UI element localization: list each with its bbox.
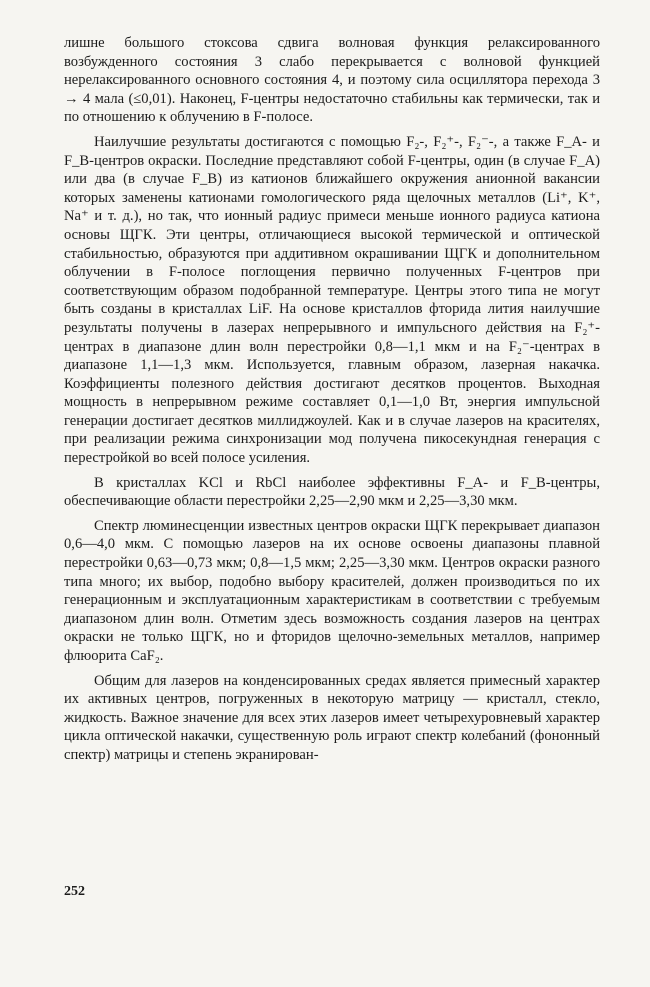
paragraph-3: В кристаллах KCl и RbCl наиболее эффективны F_A- и F_B-центры, обеспечивающие области перестройки 2,25—2,90 мкм и 2,25—3,30 мкм.	[64, 474, 600, 510]
paragraph-1: лишне большого стоксова сдвига волновая функция релаксированного возбужденного состояния 3 слабо перекрывается с волновой функцией нерелаксированного основного состояния 4, и поэтому сила осциллятора перехода 3 → 4 мала (≤0,01). Наконец, F-центры недостаточно стабильны как термически, так и по отношению к облучению в F-полосе.	[64, 35, 600, 126]
body-text	[64, 34, 600, 765]
paragraph-4: Спектр люминесценции известных центров окраски ЩГК перекрывает диапазон 0,6—4,0 мкм. С помощью лазеров на их основе освоены диапазоны плавной перестройки 0,63—0,73 мкм; 0,8—1,5 мкм; 2,25—3,30 мкм. Центров окраски разного типа много; их выбор, подобно выбору красителей, должен производиться по их генерационным и эксплуатационным характеристикам в соответствии с требуемым диапазоном длин волн. Отметим здесь возможность создания лазеров на центрах окраски не только ЩГК, но и фторидов щелочно-земельных металлов, например флюорита CaF₂.	[64, 517, 600, 664]
page-number: 252	[64, 884, 85, 899]
paragraph-2: Наилучшие результаты достигаются с помощью F₂-, F₂⁺-, F₂⁻-, а также F_A- и F_B-центров окраски. Последние представляют собой F-центры, один (в случае F_A) или два (в случае F_B) из катионов ближайшего окружения анионной вакансии которых заменены катионами гомологического ряда щелочных металлов (Li⁺, K⁺, Na⁺ и т. д.), но так, что ионный радиус примеси меньше ионного радиуса катиона основы ЩГК. Эти центры, отличающиеся высокой термической и оптической стабильностью, образуются при аддитивном окрашивании ЩГК и дополнительном облучении в F-полосе поглощения первично полученных F-центров при соответствующим образом подобранной температуре. Центры этого типа не могут быть созданы в кристаллах LiF. На основе кристаллов фторида лития наилучшие результаты получены в лазерах непрерывного и импульсного действия на F₂⁺-центрах в диапазоне длин волн перестройки 0,8—1,1 мкм и на F₂⁻-центрах в диапазоне 1,1—1,3 мкм. Используется, главным образом, лазерная накачка. Коэффициенты полезного действия достигают десятков процентов. Выходная мощность в непрерывном режиме составляет 0,1—1,0 Вт, энергия импульсной генерации достигает десятков миллиджоулей. Как и в случае лазеров на красителях, при реализации режима синхронизации мод получена пикосекундная генерация с перестройкой во всей полосе усиления.	[64, 133, 600, 467]
paragraph-5: Общим для лазеров на конденсированных средах является примесный характер их активных центров, погруженных в некоторую матрицу — кристалл, стекло, жидкость. Важное значение для всех этих лазеров имеет четырехуровневый характер цикла оптической накачки, существенную роль играют спектр колебаний (фононный спектр) матрицы и степень экранирован-	[64, 672, 600, 763]
